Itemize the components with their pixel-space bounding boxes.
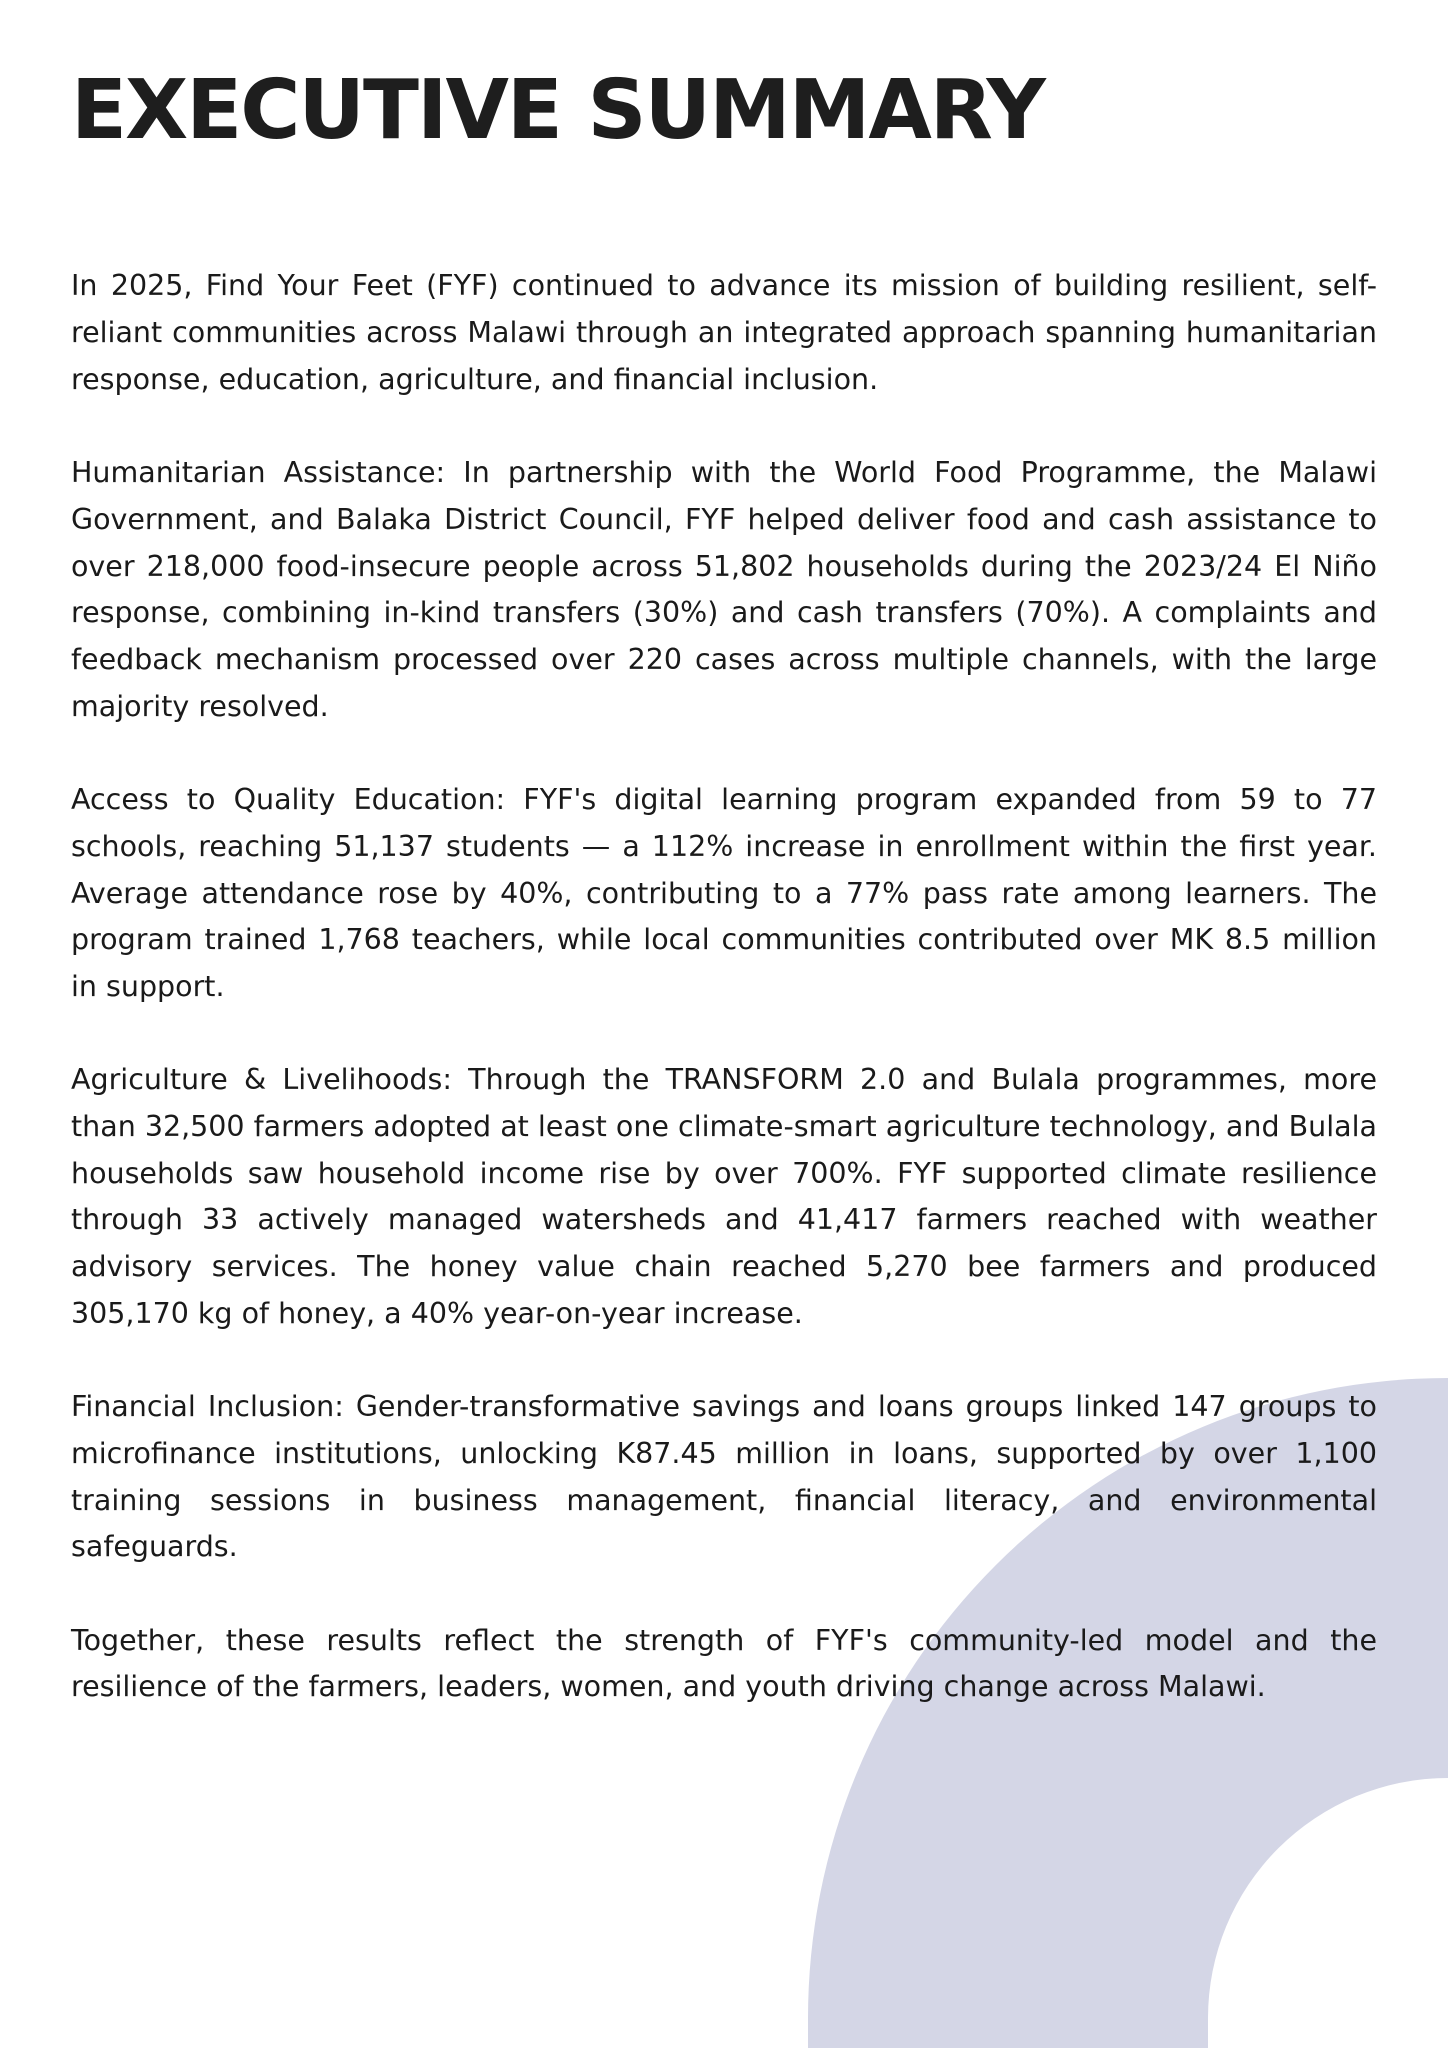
intro-paragraph: In 2025, Find Your Feet (FYF) continued to advance its mission of building resilient, self-reliant communities across Malawi through an integrated approach spanning humanitarian response, education, agriculture, and financial inclusion. xyxy=(71,269,1377,396)
conclusion-paragraph: Together, these results reflect the strength of FYF's community-led model and the resilience of the farmers, leaders, women, and youth driving change across Malawi. xyxy=(71,1623,1377,1704)
agriculture-livelihoods-paragraph: Agriculture & Livelihoods: Through the TRANSFORM 2.0 and Bulala programmes, more than 32,500 farmers adopted at least one climate-smart agriculture technology, and Bulala households saw household income rise by over 700%. FYF supported climate resilience through 33 actively managed watersheds and 41,417 farmers reached with weather advisory services. The honey value chain reached 5,270 bee farmers and produced 305,170 kg of honey, a 40% year-on-year increase. xyxy=(71,1063,1377,1330)
education-paragraph: Access to Quality Education: FYF's digital learning program expanded from 59 to 77 schools, reaching 51,137 students — a 112% increase in enrollment within the first year. Average attendance rose by 40%, contributing to a 77% pass rate among learners. The program trained 1,768 teachers, while local communities contributed over MK 8.5 million in support. xyxy=(71,783,1377,1003)
page-title: EXECUTIVE SUMMARY xyxy=(71,63,1044,158)
financial-inclusion-paragraph: Financial Inclusion: Gender-transformative savings and loans groups linked 147 groups to microfinance institutions, unlocking K87.45 million in loans, supported by over 1,100 training sessions in business management, financial literacy, and environmental safeguards. xyxy=(71,1390,1377,1564)
summary-content xyxy=(71,62,1377,1711)
humanitarian-assistance-paragraph: Humanitarian Assistance: In partnership with the World Food Programme, the Malawi Government, and Balaka District Council, FYF helped deliver food and cash assistance to over 218,000 food-insecure people across 51,802 households during the 2023/24 El Niño response, combining in-kind transfers (30%) and cash transfers (70%). A complaints and feedback mechanism processed over 220 cases across multiple channels, with the large majority resolved. xyxy=(71,456,1377,723)
